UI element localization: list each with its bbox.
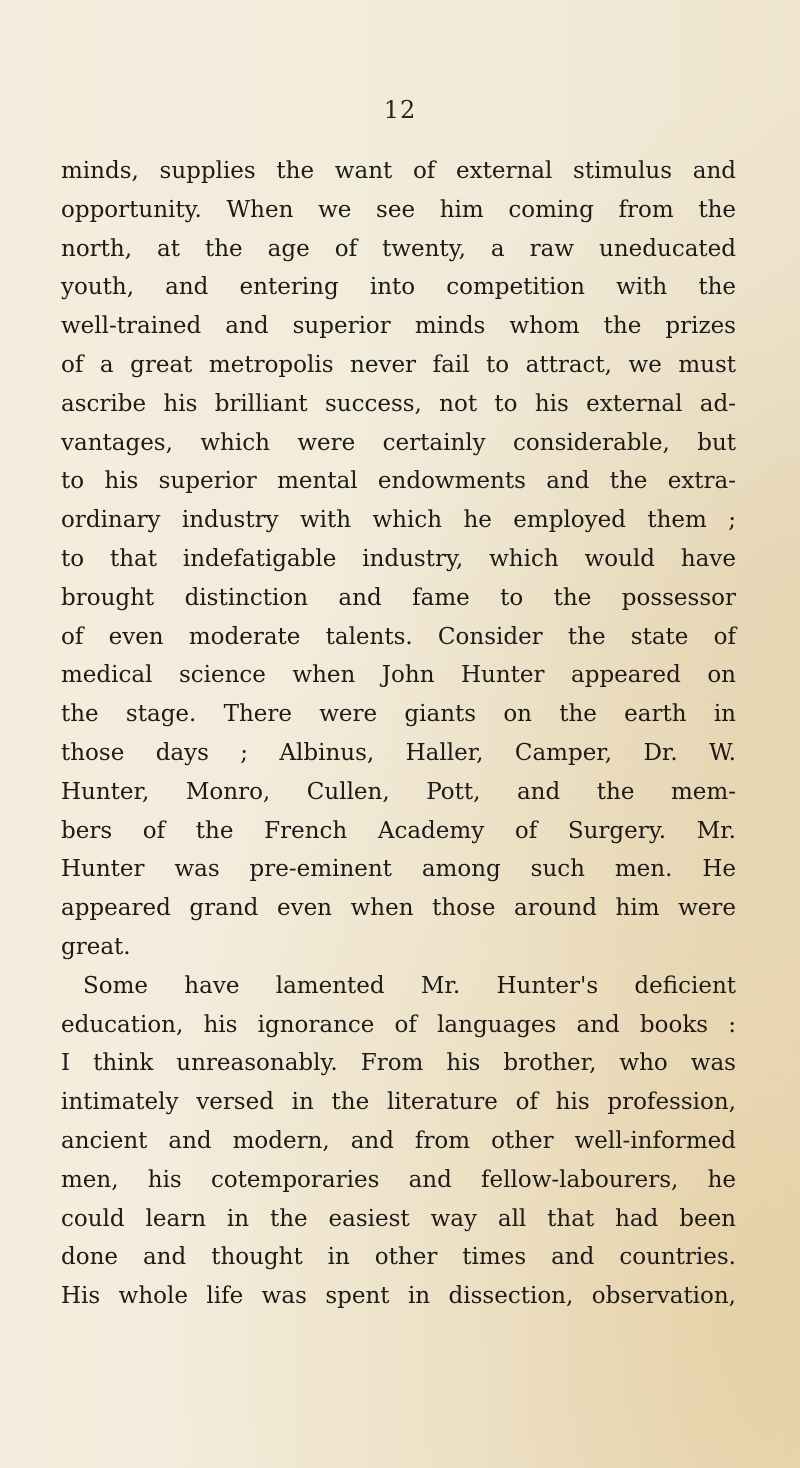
text-line: to that indefatigable industry, which would have xyxy=(61,545,736,572)
text-line: ancient and modern, and from other well-informed xyxy=(61,1127,736,1154)
text-line: to his superior mental endowments and the extra- xyxy=(61,468,736,495)
text-line: opportunity. When we see him coming from the xyxy=(61,196,736,223)
text-line: intimately versed in the literature of his profession, xyxy=(61,1089,736,1116)
text-line: ascribe his brilliant success, not to his external ad- xyxy=(61,390,736,417)
text-line: great. xyxy=(61,933,131,960)
text-line: of even moderate talents. Consider the state of xyxy=(61,623,736,650)
text-line: bers of the French Academy of Surgery. Mr. xyxy=(61,817,736,844)
text-line: I think unreasonably. From his brother, who was xyxy=(61,1050,736,1077)
text-line: could learn in the easiest way all that had been xyxy=(61,1205,736,1232)
text-line: medical science when John Hunter appeared on xyxy=(61,662,736,689)
text-line: ordinary industry with which he employed them ; xyxy=(61,507,736,534)
text-line: His whole life was spent in dissection, observation, xyxy=(61,1283,736,1310)
text-line: brought distinction and fame to the possessor xyxy=(61,584,736,611)
body-text xyxy=(61,152,736,1316)
text-line: Hunter was pre-eminent among such men. He xyxy=(61,856,736,883)
text-line: north, at the age of twenty, a raw uneducated xyxy=(61,235,736,262)
page-number: 12 xyxy=(383,96,417,124)
text-line: men, his cotemporaries and fellow-labourers, he xyxy=(61,1166,736,1193)
text-line: those days ; Albinus, Haller, Camper, Dr. W. xyxy=(61,739,736,766)
text-line: the stage. There were giants on the earth in xyxy=(61,701,736,728)
text-line: done and thought in other times and countries. xyxy=(61,1244,736,1271)
text-line: appeared grand even when those around him were xyxy=(61,895,736,922)
text-line: minds, supplies the want of external stimulus and xyxy=(61,158,736,184)
text-line: youth, and entering into competition with the xyxy=(61,274,736,301)
text-line: Hunter, Monro, Cullen, Pott, and the mem- xyxy=(61,778,736,805)
text-line: education, his ignorance of languages and books : xyxy=(61,1011,736,1038)
text-line: Some have lamented Mr. Hunter's deficient xyxy=(83,972,736,999)
text-line: of a great metropolis never fail to attract, we must xyxy=(61,351,736,378)
text-line: well-trained and superior minds whom the prizes xyxy=(61,313,736,340)
text-line: vantages, which were certainly considerable, but xyxy=(61,429,736,456)
